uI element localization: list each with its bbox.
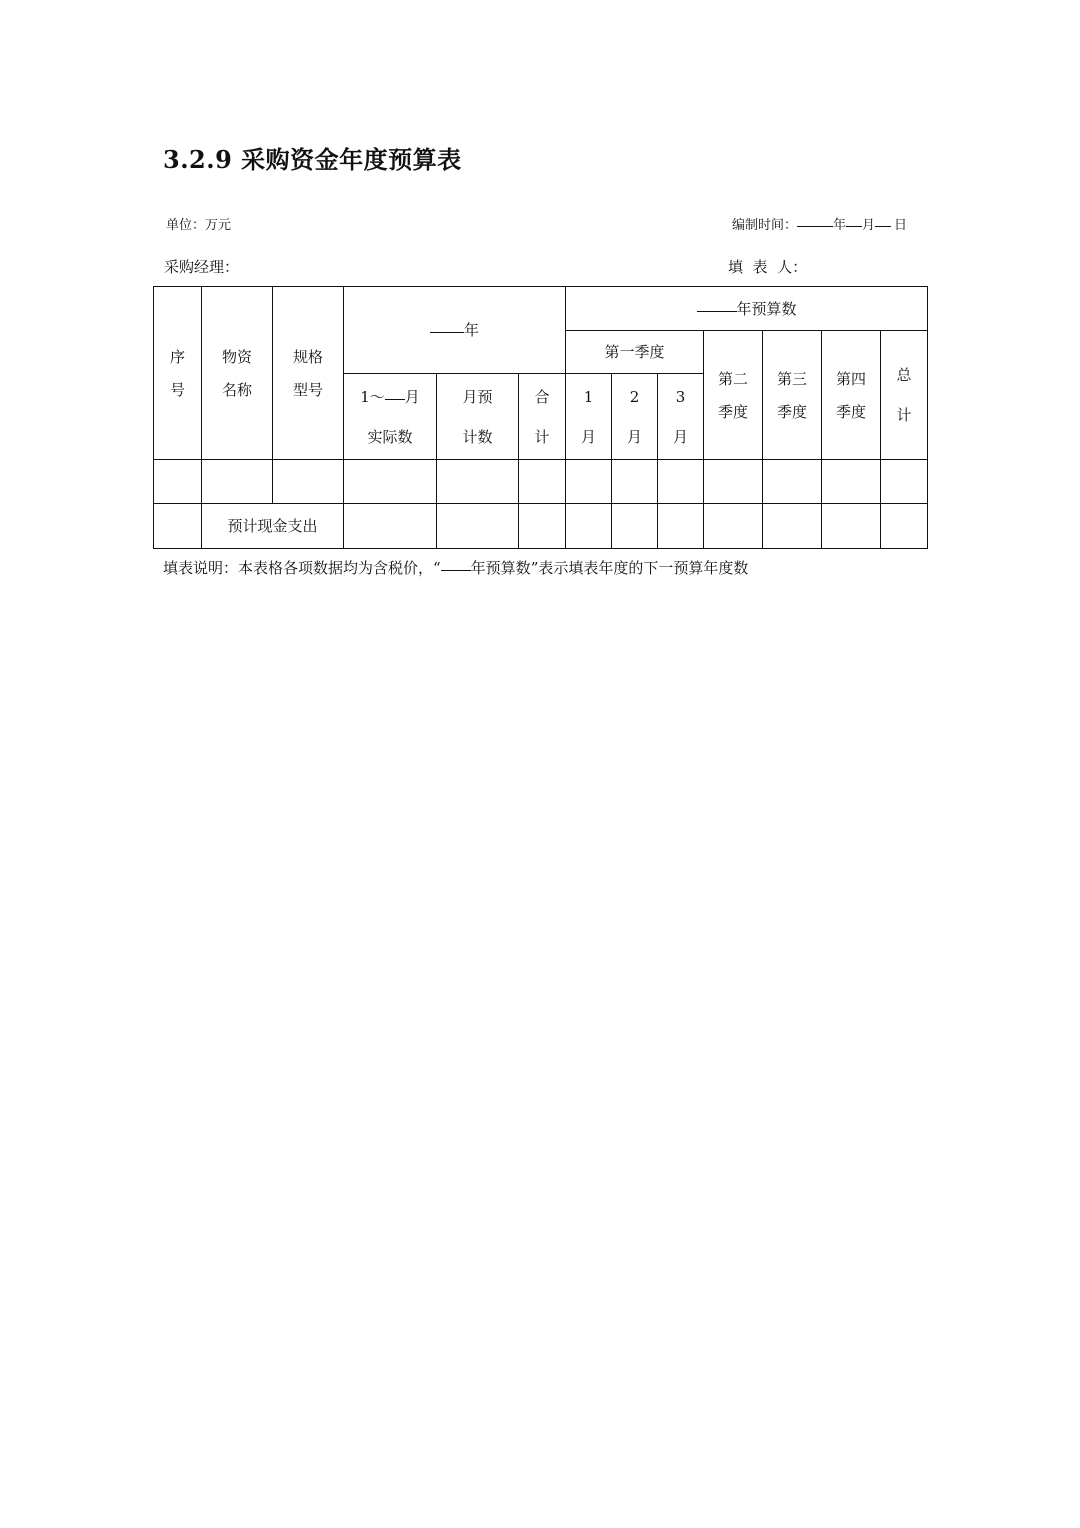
page-title: 3.2.9 采购资金年度预算表 xyxy=(163,145,462,174)
table-cell[interactable] xyxy=(881,460,928,504)
table-cell[interactable] xyxy=(154,504,202,549)
header-total: 总 计 xyxy=(881,331,928,460)
day-label: 日 xyxy=(894,218,908,233)
table-cell[interactable] xyxy=(822,460,881,504)
month-blank xyxy=(846,225,862,227)
table-cell[interactable] xyxy=(154,460,202,504)
table-cell[interactable] xyxy=(202,460,273,504)
header-actual: 1～ 月 实际数 xyxy=(344,374,437,460)
day-blank xyxy=(875,225,891,227)
table-cell[interactable] xyxy=(273,460,344,504)
header-m1: 1 月 xyxy=(566,374,612,460)
table-cell[interactable] xyxy=(566,504,612,549)
table-cell[interactable] xyxy=(612,504,658,549)
row-label-cash: 预计现金支出 xyxy=(202,504,344,549)
table-cell[interactable] xyxy=(344,504,437,549)
unit-label: 单位：万元 xyxy=(166,218,232,233)
year-blank xyxy=(797,225,833,227)
header-q3: 第三 季度 xyxy=(763,331,822,460)
header-seq: 序 号 xyxy=(154,287,202,460)
date-label: 编制时间： xyxy=(732,218,798,233)
filler-label: 填 表 人： xyxy=(728,258,808,276)
budget-table xyxy=(153,286,928,549)
table-cell[interactable] xyxy=(344,460,437,504)
note-quoted: 年预算数 xyxy=(470,559,531,577)
table-cell[interactable] xyxy=(763,460,822,504)
table-cell[interactable] xyxy=(519,460,566,504)
header-budget-year: 年预算数 xyxy=(566,287,928,331)
note-blank xyxy=(441,569,471,571)
note-prefix: 填表说明：本表格各项数据均为含税价，“ xyxy=(163,559,441,577)
manager-label: 采购经理： xyxy=(164,258,240,276)
table-cell[interactable] xyxy=(822,504,881,549)
table-cell[interactable] xyxy=(658,504,704,549)
compile-date xyxy=(732,214,907,233)
year-label: 年 xyxy=(833,218,847,233)
header-m3: 3 月 xyxy=(658,374,704,460)
table-cell[interactable] xyxy=(658,460,704,504)
header-spec-model: 规格 型号 xyxy=(273,287,344,460)
header-q2: 第二 季度 xyxy=(704,331,763,460)
header-sum: 合 计 xyxy=(519,374,566,460)
table-cell[interactable] xyxy=(519,504,566,549)
table-cell[interactable] xyxy=(612,460,658,504)
table-cell[interactable] xyxy=(566,460,612,504)
header-m2: 2 月 xyxy=(612,374,658,460)
header-current-year: 年 xyxy=(344,287,566,374)
table-row xyxy=(154,460,928,504)
table-cell[interactable] xyxy=(704,460,763,504)
table-cell[interactable] xyxy=(437,460,519,504)
table-cell[interactable] xyxy=(704,504,763,549)
header-q4: 第四 季度 xyxy=(822,331,881,460)
fill-note xyxy=(163,557,748,578)
table-cell[interactable] xyxy=(881,504,928,549)
table-cell[interactable] xyxy=(763,504,822,549)
header-material-name: 物资 名称 xyxy=(202,287,273,460)
month-label: 月 xyxy=(862,218,876,233)
header-forecast: 月预 计数 xyxy=(437,374,519,460)
table-row-cash xyxy=(154,504,928,549)
header-q1: 第一季度 xyxy=(566,331,704,374)
note-suffix: ”表示填表年度的下一预算年度数 xyxy=(530,559,749,577)
table-cell[interactable] xyxy=(437,504,519,549)
